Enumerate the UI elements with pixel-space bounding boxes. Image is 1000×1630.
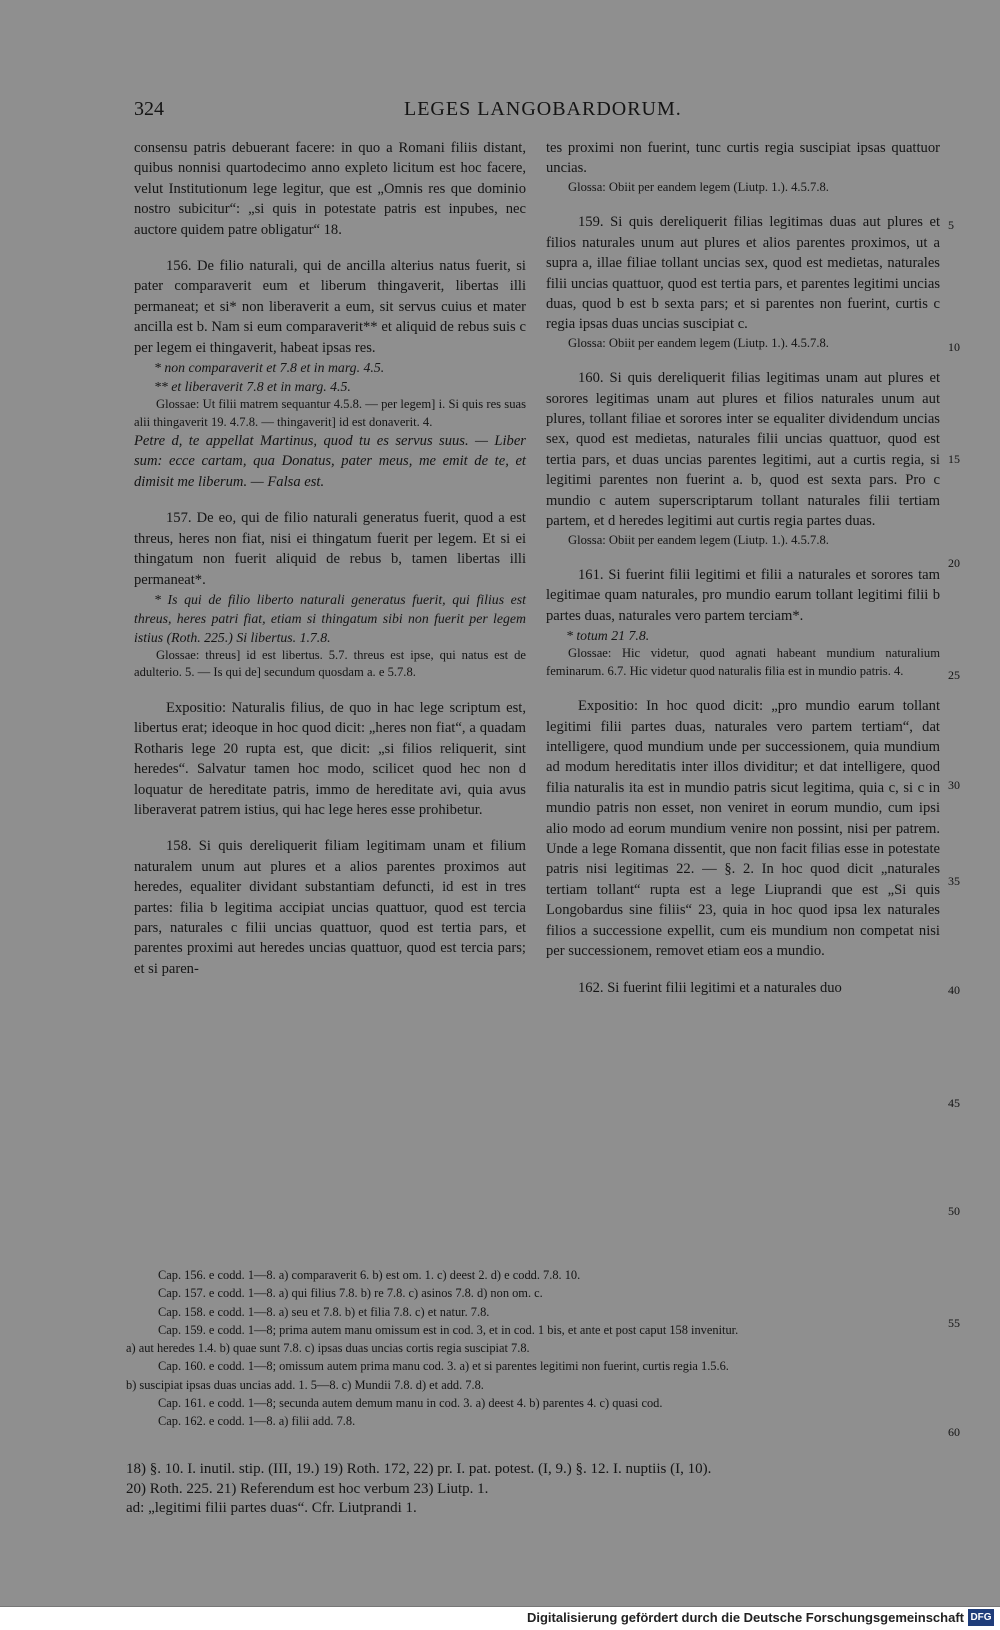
text-block: consensu patris debuerant facere: in quo a Romani filiis distant, quibus nonnisi quartodecimo anno expleto licitum est hoc facere, velut Institutionum lege legitur, que est „Omnis res que dominio nostro subicitur“: „si quis in potestate patris est inpubes, nec auctore quidem patre obligatur“ 18. — [134, 140, 526, 238]
apparatus-line: Cap. 156. e codd. 1—8. a) comparaverit 6. b) est om. 1. c) deest 2. d) e codd. 7.8. 10. — [158, 1268, 581, 1282]
left-column — [134, 138, 526, 979]
text-block: Expositio: In hoc quod dicit: „pro mundio earum tollant legitimi filii partes duas, naturales vero partem tertiam“, dat intelligere, quod mundium unde per successionem, quia mundium ad modum hereditatis inter illos dividitur; et dat intelligere, quod filia naturalis ita est in mundio patris sicut legitima, quia c, si c in mundio patris non esset, non veniret in eorum mundio, cum ipsi alio modo ad eorum mundium venire non possint, nisi per patrem. Unde a lege Romana dissentit, que non facit filias esse in potestate patris nisi legitimas 22. — §. 2. In hoc quod dicit „naturales tertiam tollant“ rupta est a lege Liuprandi que est „Si quis Longobardus sine filiis“ 23, quia in hoc quod ipsa lex naturales filios a successione expellit, cum eis mundium non competat nisi per successionem, removet etiam eos a mundio. — [546, 698, 940, 960]
text-block: Petre d, te appellat Martinus, quod tu es servus suus. — Liber sum: ecce cartam, qua Donatus, pater meus, me emit de te, et dimisit me liberum. — Falsa est. — [134, 433, 526, 490]
line-number: 30 — [948, 778, 960, 792]
footnote-line: ad: „legitimi filii partes duas“. Cfr. Liutprandi 1. — [126, 1500, 417, 1516]
text-block: ** et liberaverit 7.8 et in marg. 4.5. — [154, 379, 351, 395]
text-block: Glossae: threus] id est libertus. 5.7. threus est ipse, qui natus est de adulterio. 5. — Is qui de] secundum quosdam a. e 5.7.8. — [134, 647, 526, 680]
apparatus-line: Cap. 161. e codd. 1—8; secunda autem demum manu in cod. 3. a) deest 4. b) parentes 4. c) quasi cod. — [158, 1396, 663, 1411]
line-number: 60 — [948, 1425, 960, 1439]
text-block: 160. Si quis dereliquerit filias legitimas unam aut plures et sorores legitimas unam aut plures et filios naturales unum aut plures, tollant filiae et sorores inter se equaliter dividendum uncias sex, quod est medietas, naturales filii uncias quattuor, quod est tertia pars, et duas uncias parentes legitimi, aut a curtis regia, si legitimi parentes non fuerint a. b, quod est sexta pars. Pro c mundio c autem superscriptarum tollant naturales filii tertiam partem, et d heredes legitimi aut curtis regia partes duas. — [546, 370, 940, 530]
line-number: 10 — [948, 340, 960, 354]
text-block: 162. Si fuerint filii legitimi et a naturales duo — [578, 979, 842, 996]
text-block: Glossa: Obiit per eandem legem (Liutp. 1.). 4.5.7.8. — [568, 532, 829, 547]
apparatus-line: Cap. 158. e codd. 1—8. a) seu et 7.8. b) et filia 7.8. c) et natur. 7.8. — [158, 1304, 490, 1319]
footnotes — [126, 1460, 946, 1519]
line-number: 25 — [948, 668, 960, 682]
apparatus-line: b) suscipiat ipsas duas uncias add. 1. 5—8. c) Mundii 7.8. d) et add. 7.8. — [126, 1377, 484, 1392]
apparatus-line: a) aut heredes 1.4. b) quae sunt 7.8. c) ipsas duas uncias cortis regia suscipiat 7.8. — [126, 1341, 530, 1356]
text-block: 157. De eo, qui de filio naturali generatus fuerit, quod a est threus, heres non fiat, nisi ei thingatum fuerit per legem. Et si ei thingatum non fuerit aliquid de rebus b, tamen libertas illi permaneat*. — [134, 510, 526, 588]
apparatus-line: Cap. 159. e codd. 1—8; prima autem manu omissum est in cod. 3, et in cod. 1 bis, et ante et post caput 158 invenitur. — [158, 1322, 739, 1337]
line-number: 20 — [948, 556, 960, 570]
text-block: Expositio: Naturalis filius, de quo in hac lege scriptum est, libertus erat; ideoque in hoc quod dicit: „heres non fiat“, a quadam Rotharis lege 20 rupta est, que dicit: „si filios reliquerit, sint heredes“. Salvatur tamen hoc modo, scilicet quod hec non d loquatur de hereditate patris, immo de hereditate avi, quia avus liberaverat patrem istius, qui hac lege heres esse prohibetur. — [134, 699, 526, 818]
text-block: Glossae: Ut filii matrem sequantur 4.5.8. — per legem] i. Si quis res suas alii thingaverit 19. 4.7.8. — thingaverit] id est donaverit. 4. — [134, 397, 526, 429]
text-block: 161. Si fuerint filii legitimi et filii a naturales et sorores tam legitimae quam naturales, pro mundio earum tollant legitimi filii b partes duas, naturales vero partem terciam*. — [546, 567, 940, 624]
text-block: 158. Si quis dereliquerit filiam legitimam unam et filium naturalem unum aut plures et a alios parentes proximos aut heredes, equaliter dividant substantiam defuncti, id est in tres partes: filia b legitima accipiat uncias quattuor, quod est tercia pars, naturales c filii uncias quattuor, quod est tertia pars, et parentes proximi aut heredes uncias quattuor, quod est tercia pars; et si paren- — [134, 838, 526, 977]
text-block: Glossa: Obiit per eandem legem (Liutp. 1.). 4.5.7.8. — [568, 335, 829, 350]
footer-credit: Digitalisierung gefördert durch die Deutsche Forschungsgemeinschaft — [526, 1610, 964, 1625]
text-block: 156. De filio naturali, qui de ancilla alterius natus fuerit, si pater comparaverit eum et liberum thingaverit, libertas illi permaneat; et si* non liberaverit a eum, sit servus cuius et mater ancilla est b. Nam si eum comparaverit** et aliquid de rebus suis c per legem ei thingaverit, habeat ipsas res. — [134, 258, 526, 356]
apparatus-line: Cap. 160. e codd. 1—8; omissum autem prima manu cod. 3. a) et si parentes legitimi non fuerint, curtis regia 1.5.6. — [158, 1359, 729, 1374]
footnote-line: 18) §. 10. I. inutil. stip. (III, 19.) 19) Roth. 172, 22) pr. I. pat. potest. (I, 9.) §. 12. I. nuptiis (I, 10). — [126, 1461, 712, 1477]
line-number: 40 — [948, 983, 960, 997]
apparatus-line: Cap. 157. e codd. 1—8. a) qui filius 7.8. b) re 7.8. c) asinos 7.8. d) non om. c. — [158, 1286, 543, 1301]
text-block: Glossa: Obiit per eandem legem (Liutp. 1.). 4.5.7.8. — [568, 179, 829, 194]
text-block: tes proximi non fuerint, tunc curtis regia suscipiat ipsas quattuor uncias. — [546, 140, 940, 177]
footer-bar — [0, 1606, 1000, 1630]
line-number: 50 — [948, 1204, 960, 1218]
text-block: * non comparaverit et 7.8 et in marg. 4.5. — [154, 360, 385, 376]
text-block: 159. Si quis dereliquerit filias legitimas duas aut plures et filios naturales unum aut plures et alios parentes proximos, ut a supra a, illae filiae tollant uncias sex, quod est medietas, naturales filii uncias quattuor, quod est tertia pars, et parentes legitimi uncias duas, quod b est b sexta pars; et si parentes non fuerint, curtis c regia ipsas duas uncias suscipiat c. — [546, 214, 940, 333]
page-number: 324 — [134, 98, 164, 120]
line-number: 15 — [948, 452, 960, 466]
text-block: * totum 21 7.8. — [566, 628, 650, 644]
line-number: 55 — [948, 1316, 960, 1330]
text-block: Glossae: Hic videtur, quod agnati habeant mundium naturalium feminarum. 6.7. Hic videtur quod naturalis filia est in mundio patris. 4. — [546, 646, 940, 678]
footnote-line: 20) Roth. 225. 21) Referendum est hoc verbum 23) Liutp. 1. — [126, 1480, 489, 1497]
critical-apparatus — [126, 1266, 936, 1431]
text-block: * Is qui de filio liberto naturali generatus fuerit, qui filius est threus, heres patri fiat, etiam si thingatum sibi non fuerit per legem istius (Roth. 225.) Si libertus. 1.7.8. — [134, 591, 526, 645]
right-column — [546, 138, 940, 998]
line-number: 5 — [948, 218, 954, 232]
apparatus-line: Cap. 162. e codd. 1—8. a) filii add. 7.8. — [158, 1414, 356, 1429]
line-number: 35 — [948, 874, 960, 888]
dfg-logo: DFG — [968, 1609, 994, 1626]
running-title: LEGES LANGOBARDORUM. — [404, 98, 682, 120]
line-number: 45 — [948, 1096, 960, 1110]
